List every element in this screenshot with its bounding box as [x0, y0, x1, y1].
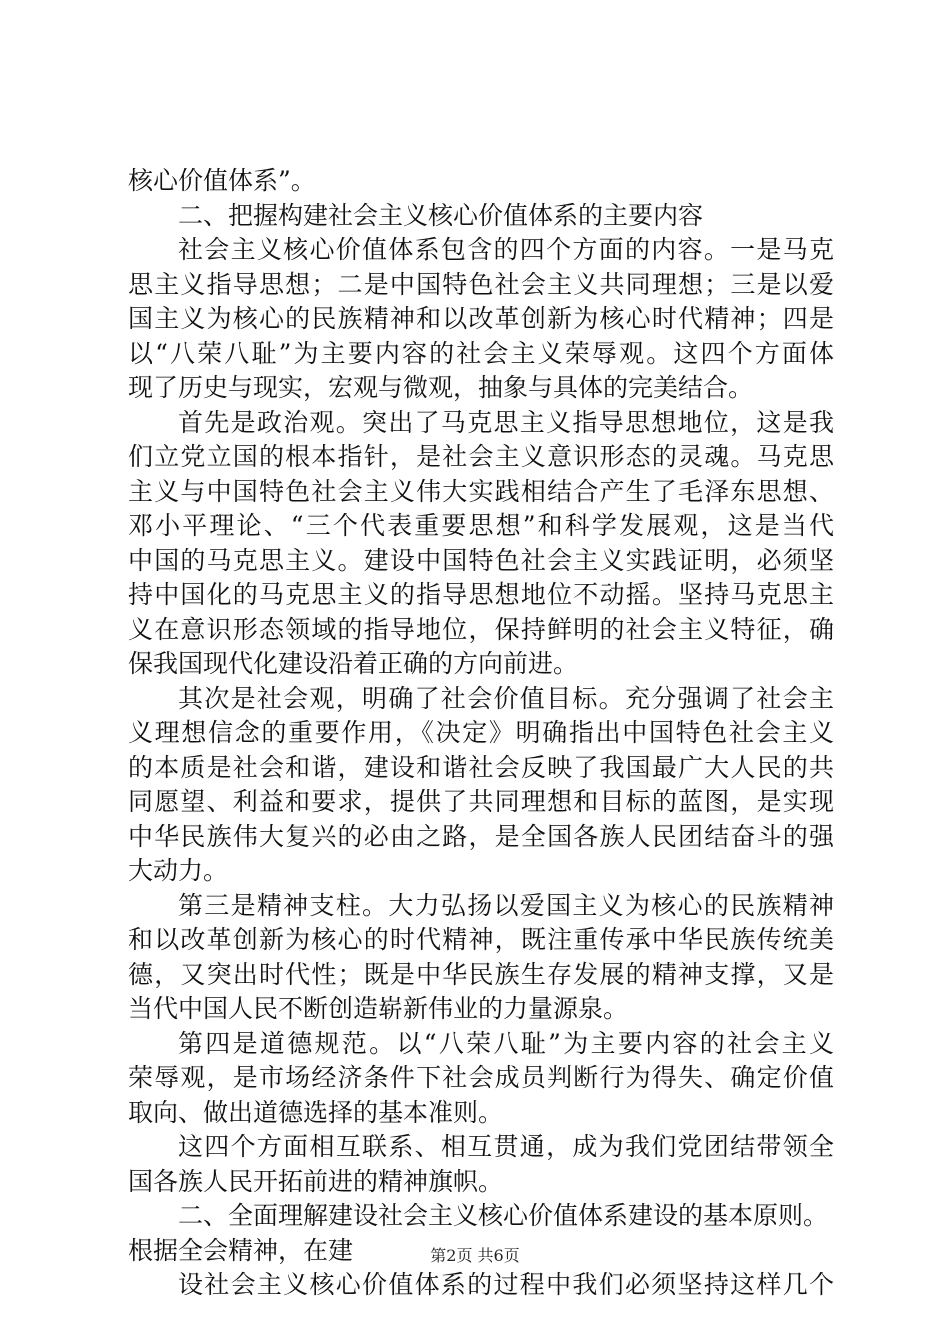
text-line: 荣辱观，是市场经济条件下社会成员判断行为得失、确定价值 — [128, 1063, 834, 1092]
text-line: 第四是道德规范。以“八荣八耻”为主要内容的社会主义 — [178, 1028, 834, 1058]
document-body — [128, 164, 834, 1303]
text-line: 核心价值体系”。 — [128, 166, 316, 195]
text-line: 其次是社会观，明确了社会价值目标。充分强调了社会主 — [178, 683, 834, 713]
text-line: 保我国现代化建设沿着正确的方向前进。 — [128, 649, 579, 678]
text-line: 现了历史与现实，宏观与微观，抽象与具体的完美结合。 — [128, 373, 754, 402]
text-line: 和以改革创新为核心的时代精神，既注重传承中华民族传统美 — [128, 925, 834, 954]
text-line: 设社会主义核心价值体系的过程中我们必须坚持这样几个 — [178, 1270, 834, 1299]
text-line: 国各族人民开拓前进的精神旗帜。 — [128, 1166, 504, 1196]
text-line: 中华民族伟大复兴的必由之路，是全国各族人民团结奋斗的强 — [128, 821, 834, 851]
text-line: 大动力。 — [128, 856, 229, 885]
text-line: 社会主义核心价值体系包含的四个方面的内容。一是马克 — [178, 235, 834, 264]
text-line: 们立党立国的根本指针，是社会主义意识形态的灵魂。马克思 — [128, 442, 834, 471]
text-line: 主义与中国特色社会主义伟大实践相结合产生了毛泽东思想、 — [128, 476, 834, 506]
text-line: 二、全面理解建设社会主义核心价值体系建设的基本原则。 — [178, 1201, 829, 1230]
text-line: 的本质是社会和谐，建设和谐社会反映了我国最广大人民的共 — [128, 752, 834, 782]
text-line: 义在意识形态领域的指导地位，保持鲜明的社会主义特征，确 — [128, 614, 834, 644]
text-line: 义理想信念的重要作用，《决定》明确指出中国特色社会主义 — [128, 718, 834, 747]
text-line: 当代中国人民不断创造崭新伟业的力量源泉。 — [128, 994, 629, 1023]
text-line: 德，又突出时代性；既是中华民族生存发展的精神支撑，又是 — [128, 959, 834, 989]
text-line: 根据全会精神，在建 — [128, 1235, 354, 1265]
text-line: 中国的马克思主义。建设中国特色社会主义实践证明，必须坚 — [128, 545, 834, 575]
text-line: 二、把握构建社会主义核心价值体系的主要内容 — [178, 200, 704, 230]
text-line: 持中国化的马克思主义的指导思想地位不动摇。坚持马克思主 — [128, 580, 834, 609]
text-line: 以“八荣八耻”为主要内容的社会主义荣辱观。这四个方面体 — [128, 338, 834, 368]
text-line: 邓小平理论、“三个代表重要思想”和科学发展观，这是当代 — [128, 511, 834, 540]
text-line: 思主义指导思想；二是中国特色社会主义共同理想；三是以爱 — [128, 269, 834, 299]
text-line: 国主义为核心的民族精神和以改革创新为核心时代精神；四是 — [128, 304, 834, 333]
text-line: 这四个方面相互联系、相互贯通，成为我们党团结带领全 — [178, 1132, 834, 1161]
text-line: 首先是政治观。突出了马克思主义指导思想地位，这是我 — [178, 407, 834, 437]
text-line: 第三是精神支柱。大力弘扬以爱国主义为核心的民族精神 — [178, 890, 834, 920]
text-line: 同愿望、利益和要求，提供了共同理想和目标的蓝图，是实现 — [128, 787, 834, 816]
text-line: 取向、做出道德选择的基本准则。 — [128, 1097, 504, 1127]
page-footer: 第2页 共6页 — [430, 1246, 520, 1265]
